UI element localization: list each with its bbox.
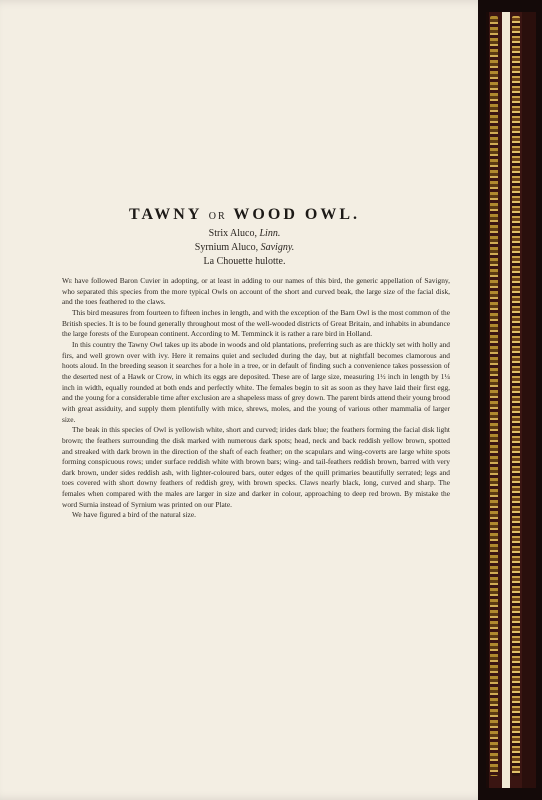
- paragraph: In this country the Tawny Owl takes up its abode in woods and old plantations, preferring such as are thickly set with holly and firs, and well grown over with ivy. Here it remains quiet and secluded during the day, but at nightfall becomes clamorous and hoots aloud. In the breeding season it searches for a hole in a tree, or in default of finding such a convenience takes possession of the deserted nest of a Hawk or Crow, in which its eggs are deposited. These are of large size, measuring 1½ inch in length by 1¼ inch in width, equally rounded at both ends and perfectly white. The females begin to sit as soon as they have laid their first egg, and the young for a considerable time after exclusion are a shapeless mass of grey down. The parent birds attend their young brood with great assiduity, and supply them plentifully with mice, shrews, moles, and the young of various other mammalia of larger size.: [62, 339, 450, 424]
- synonym-author: Savigny.: [260, 242, 295, 253]
- synonym-line: [0, 228, 489, 239]
- gilt-tooling-border: [512, 16, 520, 776]
- title-word-tawny: TAWNY: [129, 206, 202, 223]
- synonym-name: Syrnium Aluco,: [194, 242, 259, 253]
- gilt-tooling-border: [490, 16, 498, 776]
- title-word-wood-owl: WOOD OWL.: [233, 206, 360, 223]
- title-or: OR: [208, 211, 227, 222]
- lead-word: We: [62, 276, 73, 285]
- paragraph: [62, 276, 450, 308]
- paragraph: We have figured a bird of the natural size.: [72, 510, 196, 520]
- spine-edge: [522, 12, 536, 788]
- paragraph: The beak in this species of Owl is yellowish white, short and curved; irides dark blue; the feathers forming the facial disk light brown; the feathers surrounding the disk marked with numerous dark spots; head, neck and back reddish yellow brown, spotted and streaked with dark brown in the direction of the shaft of each feather; on the scapulars and wing-coverts are large white spots forming conspicuous rows; under surface reddish white with brown bars; wing- and tail-feathers reddish brown, barred with very dark brown, under sides reddish ash, with lighter-coloured bars, outer edges of the quill primaries beautifully serrated; legs and toes covered with short downy feathers of reddish grey, with brown specks. Claws nearly black, long, curved and sharp. The females when compared with the males are larger in size and darker in colour, approaching to deep red brown. By mistake the word Surnia instead of Syrnium was printed on our Plate.: [62, 425, 450, 509]
- endpaper-edge: [502, 12, 510, 788]
- body-text: [62, 276, 450, 521]
- paragraph: This bird measures from fourteen to fifteen inches in length, and with the exception of the Barn Owl is the most common of the British species. It is to be found generally throughout most of the well-wooded districts of Great Britain, and inhabits in abundance the large forests of the European continent. According to M. Temminck it is rather a rare bird in Holland.: [62, 307, 450, 339]
- synonym-line: [0, 242, 489, 253]
- paragraph-text: have followed Baron Cuvier in adopting, or at least in adding to our names of this bird, the generic appellation of Savigny, who separated this species from the more typical Owls on account of the short and curved beak, the large size of the facial disk, and the toes feathered to the claws.: [62, 276, 450, 307]
- synonym-name: Strix Aluco,: [208, 228, 257, 239]
- synonym-author: Linn.: [259, 228, 281, 239]
- page-title: [0, 206, 489, 224]
- synonym-name: La Chouette hulotte.: [203, 256, 286, 267]
- synonym-line: [0, 256, 489, 267]
